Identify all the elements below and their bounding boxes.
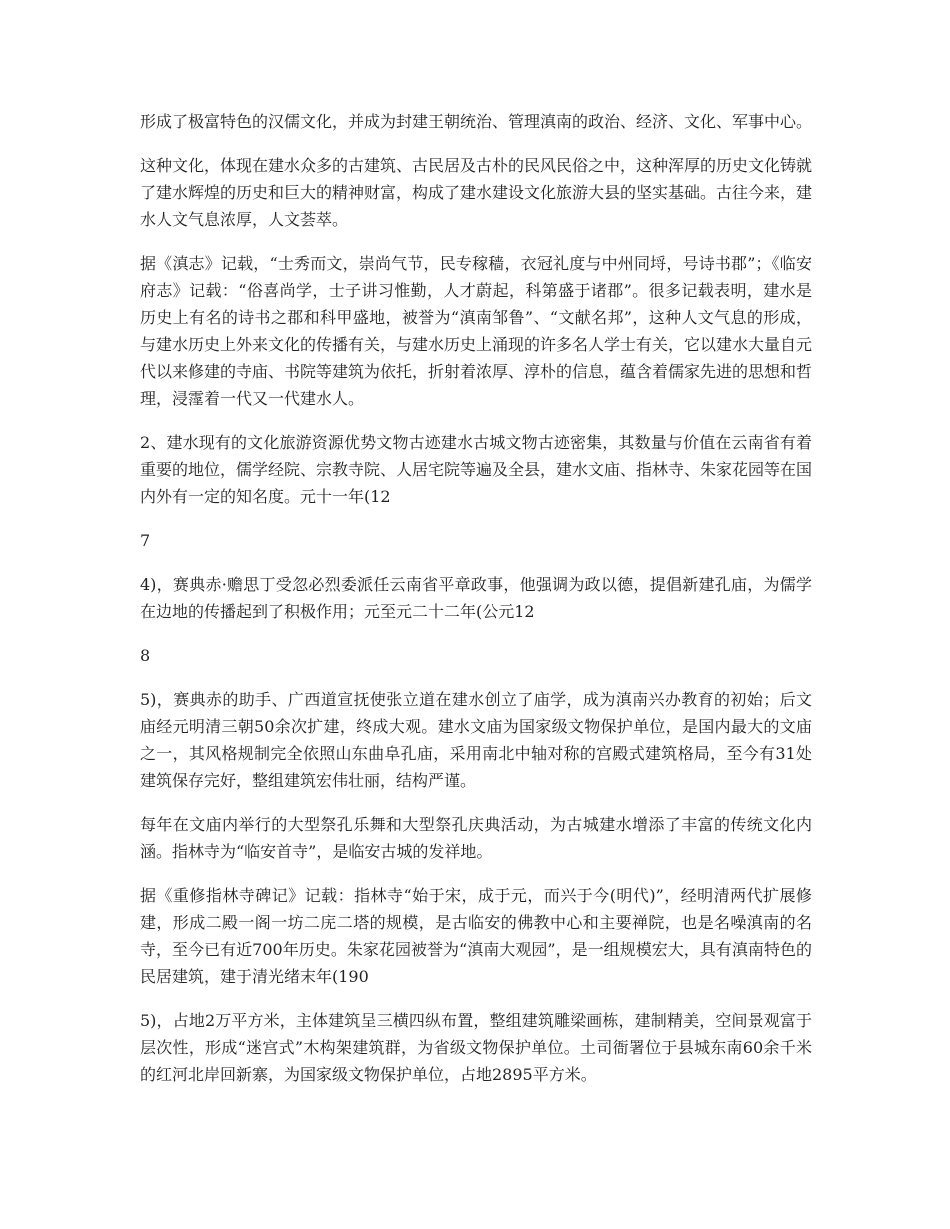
- paragraph-10: 据《重修指林寺碑记》记载：指林寺“始于宋，成于元，而兴于今(明代)”，经明清两代扩展修建，形成二殿一阁一坊二庑二塔的规模，是古临安的佛教中心和主要禅院，也是名噪滇南的名寺，至今已有近700年历史。朱家花园被誉为“滇南大观园”，是一组规模宏大，具有滇南特色的民居建筑，建于清光绪末年(190: [140, 886, 812, 986]
- paragraph-4: 2、建水现有的文化旅游资源优势文物古迹建水古城文物古迹密集，其数量与价值在云南省有着重要的地位，儒学经院、宗教寺院、人居宅院等遍及全县，建水文庙、指林寺、朱家花园等在国内外有一定的知名度。元十一年(12: [140, 433, 813, 506]
- paragraph-5: 7: [140, 531, 151, 550]
- paragraph-6: 4)，赛典赤·赡思丁受忽必烈委派任云南省平章政事，他强调为政以德，提倡新建孔庙，为儒学在边地的传播起到了积极作用；元至元二十二年(公元12: [140, 575, 812, 621]
- paragraph-2: 这种文化，体现在建水众多的古建筑、古民居及古朴的民风民俗之中，这种浑厚的历史文化铸就了建水辉煌的历史和巨大的精神财富，构成了建水建设文化旅游大县的坚实基础。古往今来，建水人文气息浓厚，人文荟萃。: [140, 156, 813, 229]
- paragraph-9: 每年在文庙内举行的大型祭孔乐舞和大型祭孔庆典活动，为古城建水增添了丰富的传统文化内涵。指林寺为“临安首寺”，是临安古城的发祥地。: [140, 815, 812, 861]
- document-body: [140, 108, 812, 1105]
- paragraph-1: 形成了极富特色的汉儒文化，并成为封建王朝统治、管理滇南的政治、经济、文化、军事中心。: [140, 112, 813, 131]
- paragraph-8: 5)，赛典赤的助手、广西道宣抚使张立道在建水创立了庙学，成为滇南兴办教育的初始；后文庙经元明清三朝50余次扩建，终成大观。建水文庙为国家级文物保护单位，是国内最大的文庙之一，其风格规制完全依照山东曲阜孔庙，采用南北中轴对称的宫殿式建筑格局，至今有31处建筑保存完好，整组建筑宏伟壮丽，结构严谨。: [140, 690, 812, 790]
- paragraph-11: 5)，占地2万平方米，主体建筑呈三横四纵布置，整组建筑雕梁画栋，建制精美，空间景观富于层次性，形成“迷宫式”木构架建筑群，为省级文物保护单位。土司衙署位于县城东南60余千米的红河北岸回新寨，为国家级文物保护单位，占地2895平方米。: [140, 1011, 812, 1084]
- paragraph-7: 8: [140, 646, 151, 665]
- paragraph-3: 据《滇志》记载，“士秀而文，崇尚气节，民专稼穑，衣冠礼度与中州同埒，号诗书郡”；《临安府志》记载：“俗喜尚学，士子讲习惟勤，人才蔚起，科第盛于诸郡”。很多记载表明，建水是历史上有名的诗书之郡和科甲盛地，被誉为“滇南邹鲁”、“文献名邦”，这种人文气息的形成，与建水历史上外来文化的传播有关，与建水历史上涌现的许多名人学士有关，它以建水大量自元代以来修建的寺庙、书院等建筑为依托，折射着浓厚、淳朴的信息，蕴含着儒家先进的思想和哲理，浸霪着一代又一代建水人。: [140, 254, 813, 408]
